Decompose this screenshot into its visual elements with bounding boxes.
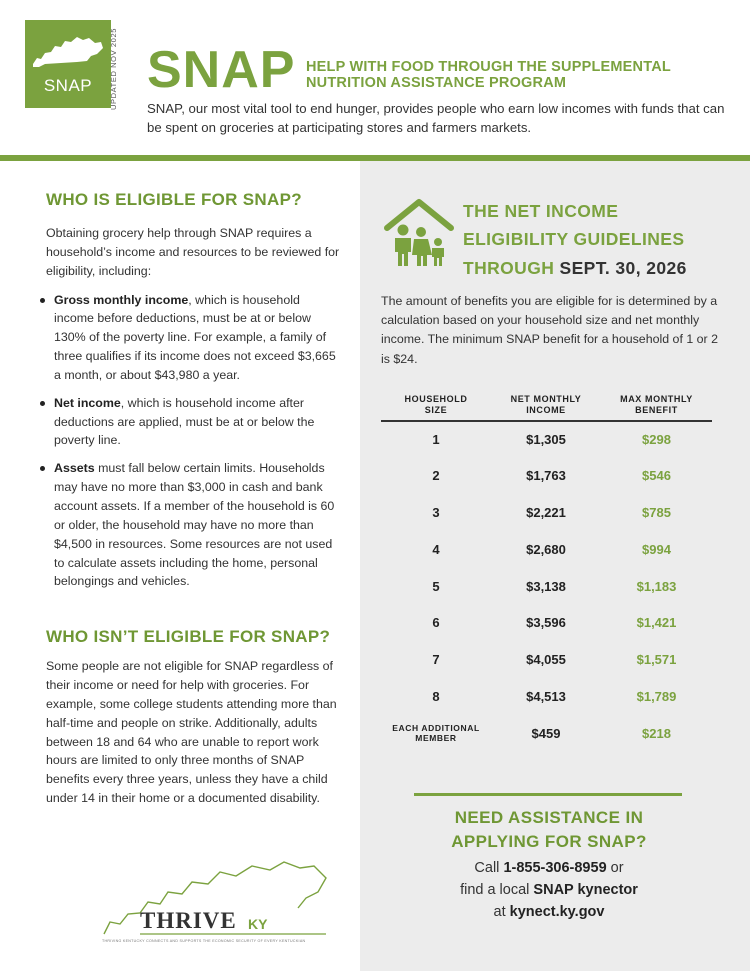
not-eligible-text: Some people are not eligible for SNAP regardless of their income or need for help with groceries. For example, some college students attending more than half-time and people on strike. Additionally, adults between 18 and 64 who are unable to report work hours are limited to only three months of SNAP benefits every three years, unless they have a child under 14 in their home or a documented disability. <box>46 659 337 806</box>
bullet-text: , which is household income before deductions, must be at or below 130% of the poverty line. For example, a family of three qualifies if its income does not exceed $3,665 a month, or about $43,980 a year. <box>54 292 336 382</box>
find-line: find a local SNAP kynector <box>460 881 638 898</box>
kentucky-map-icon <box>31 34 105 70</box>
table-row <box>381 568 712 605</box>
max-benefit: $994 <box>642 541 671 557</box>
list-item <box>36 291 343 385</box>
max-benefit: $1,571 <box>636 652 677 668</box>
net-income: $2,221 <box>526 505 566 521</box>
net-income: $3,138 <box>526 578 566 594</box>
household-size: 2 <box>432 468 440 484</box>
net-income: $3,596 <box>526 615 566 631</box>
guidelines-title-line1: THE NET INCOME <box>463 201 619 221</box>
guidelines-title <box>463 197 687 282</box>
max-benefit: $1,421 <box>636 615 677 631</box>
intro-text: SNAP, our most vital tool to end hunger, provides people who earn low incomes with funds that can be spent on groceries at participating stores and farmers markets. <box>147 101 725 136</box>
table-row-additional <box>381 715 712 752</box>
net-income: $1,305 <box>526 431 566 447</box>
list-item <box>36 459 343 591</box>
eligibility-column <box>18 190 343 808</box>
page-title: SNAP <box>147 41 296 99</box>
eligibility-table <box>381 394 712 752</box>
website-link[interactable]: kynect.ky.gov <box>509 903 605 920</box>
max-benefit: $1,789 <box>636 689 677 705</box>
net-income: $1,763 <box>526 468 566 484</box>
table-row <box>381 457 712 494</box>
logo-label: SNAP <box>43 76 93 95</box>
thrive-ky-mark: KY <box>248 916 268 932</box>
header <box>0 0 750 160</box>
max-benefit: $218 <box>642 725 671 741</box>
household-size: 5 <box>432 578 440 594</box>
phone-number[interactable]: 1-855-306-8959 <box>503 860 607 876</box>
net-income: $4,055 <box>526 652 566 668</box>
eligible-intro: Obtaining grocery help through SNAP requires a household’s income and resources to be reviewed for eligibility, including: <box>46 226 340 278</box>
not-eligible-heading: WHO ISN’T ELIGIBLE FOR SNAP? <box>46 627 331 647</box>
thrive-tagline: THRIVING KENTUCKY CONNECTS AND SUPPORTS THE ECONOMIC SECURITY OF EVERY KENTUCKIAN <box>102 939 306 943</box>
table-row <box>381 678 712 715</box>
page-subtitle: HELP WITH FOOD THROUGH THE SUPPLEMENTAL NUTRITION ASSISTANCE PROGRAM <box>306 59 671 91</box>
assistance-divider <box>414 793 682 796</box>
max-benefit: $298 <box>642 431 671 447</box>
table-row <box>381 605 712 642</box>
net-income: $2,680 <box>526 541 566 557</box>
bullet-term: Net income <box>54 395 121 410</box>
net-income: $4,513 <box>526 689 566 705</box>
net-income: $459 <box>531 725 561 741</box>
household-size: 3 <box>432 505 440 521</box>
table-row <box>381 531 712 568</box>
guidelines-title-line3: THROUGH SEPT. 30, 2026 <box>463 257 687 278</box>
eligibility-list <box>36 291 343 592</box>
bullet-term: Gross monthly income <box>54 292 189 307</box>
column-header-net-income: NET MONTHLY INCOME <box>491 394 601 421</box>
assistance-contact <box>420 858 678 923</box>
max-benefit: $1,183 <box>636 578 677 594</box>
updated-date: UPDATED NOV 2025 <box>109 28 118 110</box>
eligible-heading: WHO IS ELIGIBLE FOR SNAP? <box>46 190 302 209</box>
table-row <box>381 494 712 531</box>
family-house-icon <box>383 198 455 268</box>
table-row <box>381 641 712 678</box>
table-row <box>381 421 712 458</box>
column-header-household-size: HOUSEHOLD SIZE <box>381 394 491 421</box>
thrive-wordmark: THRIVE <box>140 908 237 933</box>
column-header-max-benefit: MAX MONTHLY BENEFIT <box>601 394 712 421</box>
assistance-title: NEED ASSISTANCE IN APPLYING FOR SNAP? <box>451 808 647 851</box>
household-size: 4 <box>432 541 440 557</box>
list-item <box>36 394 343 451</box>
table-header-row <box>381 394 712 421</box>
household-size: 1 <box>432 431 440 447</box>
household-size: 8 <box>432 689 440 705</box>
bullet-text: , which is household income after deductions are applied, must be at or below the poverty line. <box>54 395 315 448</box>
max-benefit: $546 <box>642 468 671 484</box>
max-benefit: $785 <box>642 505 671 521</box>
snap-logo <box>25 20 111 108</box>
additional-member-label: EACH ADDITIONAL MEMBER <box>392 722 480 744</box>
thrive-ky-logo <box>100 858 330 948</box>
bullet-term: Assets <box>54 461 95 476</box>
bullet-text: must fall below certain limits. Households may have no more than $3,000 in cash and bank account assets. If a member of the household is 60 or older, the household may have no more than $4,500 in resources. Some resources are not used to calculate assets including the home, personal belongings and vehicles. <box>54 461 335 589</box>
guidelines-description: The amount of benefits you are eligible for is determined by a calculation based on your household size and net monthly income. The minimum SNAP benefit for a household of 1 or 2 is $24. <box>381 294 719 366</box>
household-size: 7 <box>432 652 440 668</box>
website-line: at kynect.ky.gov <box>493 903 605 920</box>
guidelines-title-line2: ELIGIBILITY GUIDELINES <box>463 229 685 250</box>
call-line: Call 1-855-306-8959 or <box>474 860 624 876</box>
kynector-label: SNAP kynector <box>533 881 638 898</box>
household-size: 6 <box>432 615 440 631</box>
